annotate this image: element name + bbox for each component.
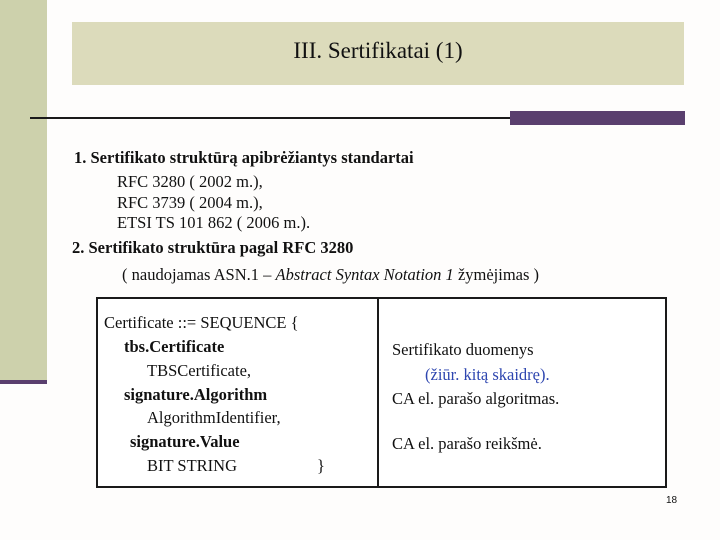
left-decor-bar: [0, 0, 47, 383]
item1-heading: 1. Sertifikato struktūrą apibrėžiantys standartai: [74, 148, 414, 167]
desc-certificate-data: Sertifikato duomenys: [392, 340, 534, 359]
desc-signature-algorithm: CA el. parašo algoritmas.: [392, 389, 560, 408]
page-number: 18: [666, 495, 678, 506]
asn1-column-divider: [377, 297, 379, 486]
item2-note-suffix: žymėjimas ): [453, 265, 540, 284]
asn1-field-name: signature.Algorithm: [124, 385, 268, 404]
item2-note: [122, 265, 539, 285]
asn1-closing-brace: }: [317, 456, 325, 475]
desc-next-slide-ref: (žiūr. kitą skaidrę).: [425, 365, 550, 384]
desc-signature-value: CA el. parašo reikšmė.: [392, 434, 542, 453]
asn1-sequence-line: Certificate ::= SEQUENCE {: [104, 313, 299, 332]
asn1-field-name: signature.Value: [130, 432, 240, 451]
divider-accent: [510, 111, 685, 125]
item2-note-prefix: ( naudojamas ASN.1 –: [122, 265, 276, 284]
item1-line: ETSI TS 101 862 ( 2006 m.).: [117, 213, 311, 232]
item2-note-italic: Abstract Syntax Notation 1: [275, 265, 454, 284]
asn1-field-type: BIT STRING: [147, 456, 237, 475]
item1-line: RFC 3739 ( 2004 m.),: [117, 193, 263, 212]
item2-heading: 2. Sertifikato struktūra pagal RFC 3280: [72, 238, 354, 257]
left-decor-accent: [0, 380, 47, 384]
asn1-field-type: AlgorithmIdentifier,: [147, 408, 281, 427]
asn1-field-name: tbs.Certificate: [124, 337, 225, 356]
slide-title: III. Sertifikatai (1): [293, 38, 463, 63]
item1-line: RFC 3280 ( 2002 m.),: [117, 172, 263, 191]
asn1-field-type: TBSCertificate,: [147, 361, 252, 380]
